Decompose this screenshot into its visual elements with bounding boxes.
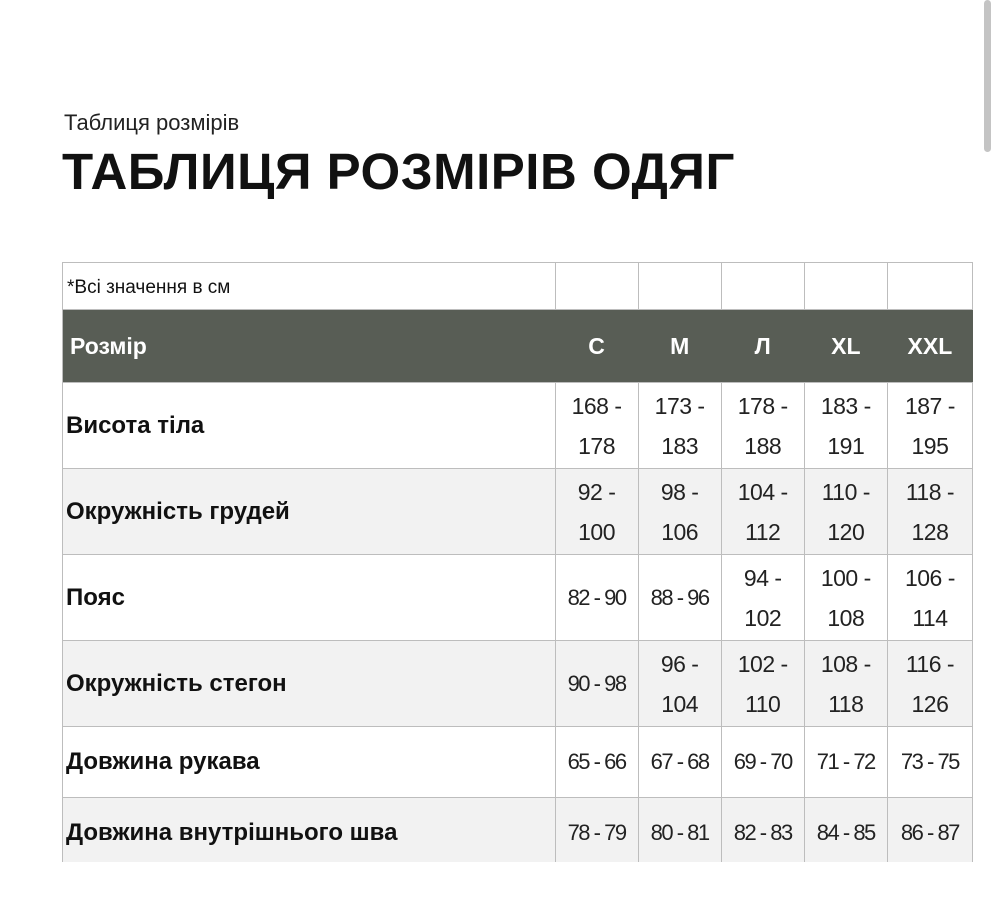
table-row bbox=[63, 469, 973, 555]
units-note: *Всі значення в см bbox=[63, 263, 556, 310]
table-cell: 100 - 108 bbox=[804, 555, 887, 641]
table-cell: 65 - 66 bbox=[555, 727, 638, 798]
table-cell: 82 - 83 bbox=[721, 798, 804, 863]
header-size-xl: XL bbox=[804, 310, 887, 383]
table-cell: 86 - 87 bbox=[887, 798, 972, 863]
row-label: Довжина рукава bbox=[63, 727, 556, 798]
table-cell: 98 - 106 bbox=[638, 469, 721, 555]
table-row bbox=[63, 727, 973, 798]
header-size-xxl: XXL bbox=[887, 310, 972, 383]
header-size-label: Розмір bbox=[63, 310, 556, 383]
table-cell: 78 - 79 bbox=[555, 798, 638, 863]
table-cell: 71 - 72 bbox=[804, 727, 887, 798]
table-cell: 178 - 188 bbox=[721, 383, 804, 469]
table-row bbox=[63, 383, 973, 469]
table-cell: 187 - 195 bbox=[887, 383, 972, 469]
row-label: Окружність стегон bbox=[63, 641, 556, 727]
row-label: Пояс bbox=[63, 555, 556, 641]
table-cell: 96 - 104 bbox=[638, 641, 721, 727]
table-cell: 88 - 96 bbox=[638, 555, 721, 641]
table-cell: 118 - 128 bbox=[887, 469, 972, 555]
size-table bbox=[62, 262, 973, 862]
table-cell: 73 - 75 bbox=[887, 727, 972, 798]
table-cell: 94 - 102 bbox=[721, 555, 804, 641]
table-cell: 92 - 100 bbox=[555, 469, 638, 555]
table-cell: 104 - 112 bbox=[721, 469, 804, 555]
table-cell: 82 - 90 bbox=[555, 555, 638, 641]
header-size-l: Л bbox=[721, 310, 804, 383]
table-row bbox=[63, 641, 973, 727]
row-label: Окружність грудей bbox=[63, 469, 556, 555]
table-cell: 116 - 126 bbox=[887, 641, 972, 727]
table-cell: 80 - 81 bbox=[638, 798, 721, 863]
table-cell: 106 - 114 bbox=[887, 555, 972, 641]
header-size-m: М bbox=[638, 310, 721, 383]
table-cell: 102 - 110 bbox=[721, 641, 804, 727]
table-cell: 90 - 98 bbox=[555, 641, 638, 727]
table-cell: 173 - 183 bbox=[638, 383, 721, 469]
table-cell: 84 - 85 bbox=[804, 798, 887, 863]
row-label: Висота тіла bbox=[63, 383, 556, 469]
row-label: Довжина внутрішнього шва bbox=[63, 798, 556, 863]
size-chart bbox=[62, 262, 973, 862]
header-size-s: С bbox=[555, 310, 638, 383]
table-cell: 110 - 120 bbox=[804, 469, 887, 555]
note-row bbox=[63, 263, 973, 310]
table-cell: 67 - 68 bbox=[638, 727, 721, 798]
scrollbar-thumb[interactable] bbox=[984, 0, 991, 152]
table-cell: 168 - 178 bbox=[555, 383, 638, 469]
table-row bbox=[63, 555, 973, 641]
page-subtitle: Таблиця розмірів bbox=[64, 110, 240, 135]
table-row bbox=[63, 798, 973, 863]
table-cell: 183 - 191 bbox=[804, 383, 887, 469]
table-cell: 108 - 118 bbox=[804, 641, 887, 727]
table-cell: 69 - 70 bbox=[721, 727, 804, 798]
page-title: ТАБЛИЦЯ РОЗМІРІВ ОДЯГ bbox=[62, 143, 735, 200]
header-row bbox=[63, 310, 973, 383]
